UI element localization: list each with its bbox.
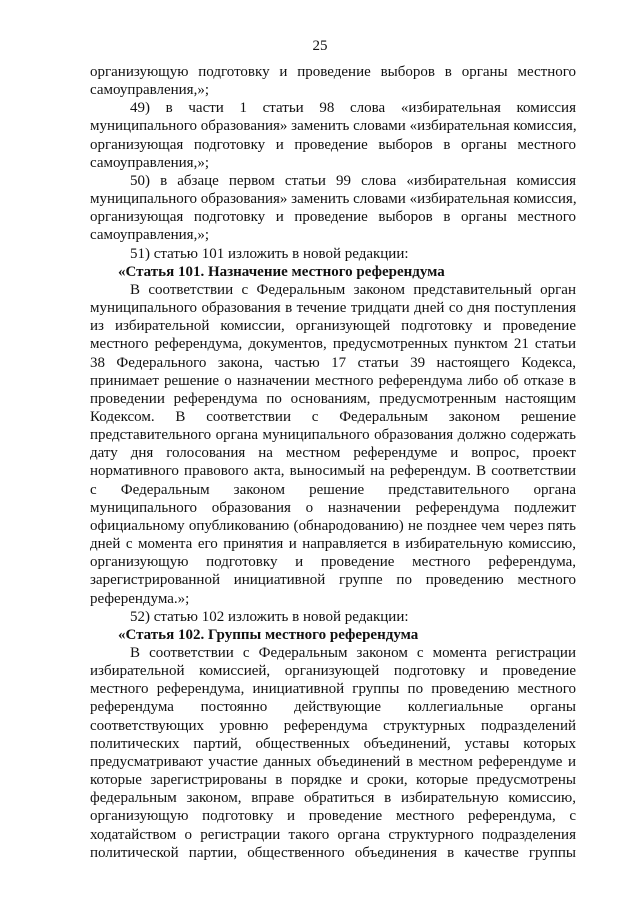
text-line: самоуправления,»; [90, 227, 210, 244]
text-line: официальному опубликованию (обнародованию) не позднее чем через пять [90, 517, 576, 534]
page-number: 25 [312, 38, 328, 54]
text-line: дату дня голосования на местном референдуме и вопрос, проект [90, 445, 576, 462]
text-line: Кодексом. В соответствии с Федеральным законом решение [90, 408, 576, 425]
text-line: организующая подготовку и проведение выборов в органы местного [90, 136, 576, 153]
text-line: референдума.»; [90, 590, 190, 607]
text-line: организующую подготовку и проведение выборов в органы местного [90, 64, 576, 80]
text-line: из избирательной комиссии, организующей подготовку и проведение [90, 318, 576, 335]
document-body [90, 63, 576, 862]
text-line: 50) в абзаце первом статьи 99 слова «избирательная комиссия [130, 172, 576, 189]
text-line: представительного органа муниципального образования должно содержать [90, 427, 576, 444]
text-line: 49) в части 1 статьи 98 слова «избирательная комиссия [130, 100, 576, 117]
text-line: с Федеральным законом решение представительного органа [90, 481, 576, 498]
text-line: 38 Федерального закона, частью 17 статьи 39 настоящего Кодекса, [90, 354, 576, 371]
text-line: зарегистрированной инициативной группе по проведению местного [90, 572, 576, 589]
text-line: избирательной комиссией, организующей подготовку и проведение [90, 663, 576, 680]
text-line: организующая подготовку и проведение выборов в органы местного [90, 209, 576, 226]
text-line: соответствующих уровню референдума структурных подразделений [90, 717, 576, 734]
text-line: самоуправления,»; [90, 82, 210, 99]
text-line: федеральным законом, вправе обратиться в избирательную комиссию, [90, 790, 576, 807]
text-line: местного референдума, инициативной группы по проведению местного [90, 681, 576, 698]
text-line: местного референдума, документов, предусмотренных пунктом 21 статьи [90, 336, 576, 353]
text-line: муниципального образования о назначении референдума подлежит [90, 499, 576, 516]
text-line: ходатайством о регистрации такого органа структурного подразделения [90, 826, 576, 843]
text-line: дней с момента его принятия и направляется в избирательную комиссию, [90, 536, 576, 553]
text-line: проведении референдума по основаниям, предусмотренным настоящим [90, 390, 576, 407]
text-line: В соответствии с Федеральным законом представительный орган [130, 281, 576, 298]
text-line: организующую подготовку и проведение местного референдума, [90, 554, 576, 571]
article-heading: «Статья 101. Назначение местного референдума [118, 263, 445, 280]
text-line: 52) статью 102 изложить в новой редакции: [130, 608, 409, 625]
text-line: самоуправления,»; [90, 154, 210, 171]
text-line: 51) статью 101 изложить в новой редакции: [130, 245, 409, 262]
text-line: предусматривают участие данных объединений в местном референдуме и [90, 753, 576, 770]
text-line: муниципального образования» заменить словами «избирательная комиссия, [90, 191, 577, 208]
text-line: организующую подготовку и проведение местного референдума, с [90, 808, 576, 825]
text-line: политической партии, общественного объединения в качестве группы [90, 844, 576, 861]
text-line: которые зарегистрированы в порядке и сроки, которые предусмотрены [90, 772, 576, 789]
text-line: муниципального образования в течение тридцати дней со дня поступления [90, 300, 576, 317]
text-line: принимает решение о назначении местного референдума либо об отказе в [90, 372, 576, 389]
text-line: нормативного правового акта, выносимый на референдум. В соответствии [90, 463, 576, 480]
text-line: В соответствии с Федеральным законом с момента регистрации [130, 645, 576, 661]
text-line: референдума постоянно действующие коллегиальные органы [90, 699, 576, 716]
text-line: политических партий, общественных объединений, уставы которых [90, 735, 576, 752]
article-heading: «Статья 102. Группы местного референдума [118, 626, 419, 643]
text-line: муниципального образования» заменить словами «избирательная комиссия, [90, 118, 577, 135]
